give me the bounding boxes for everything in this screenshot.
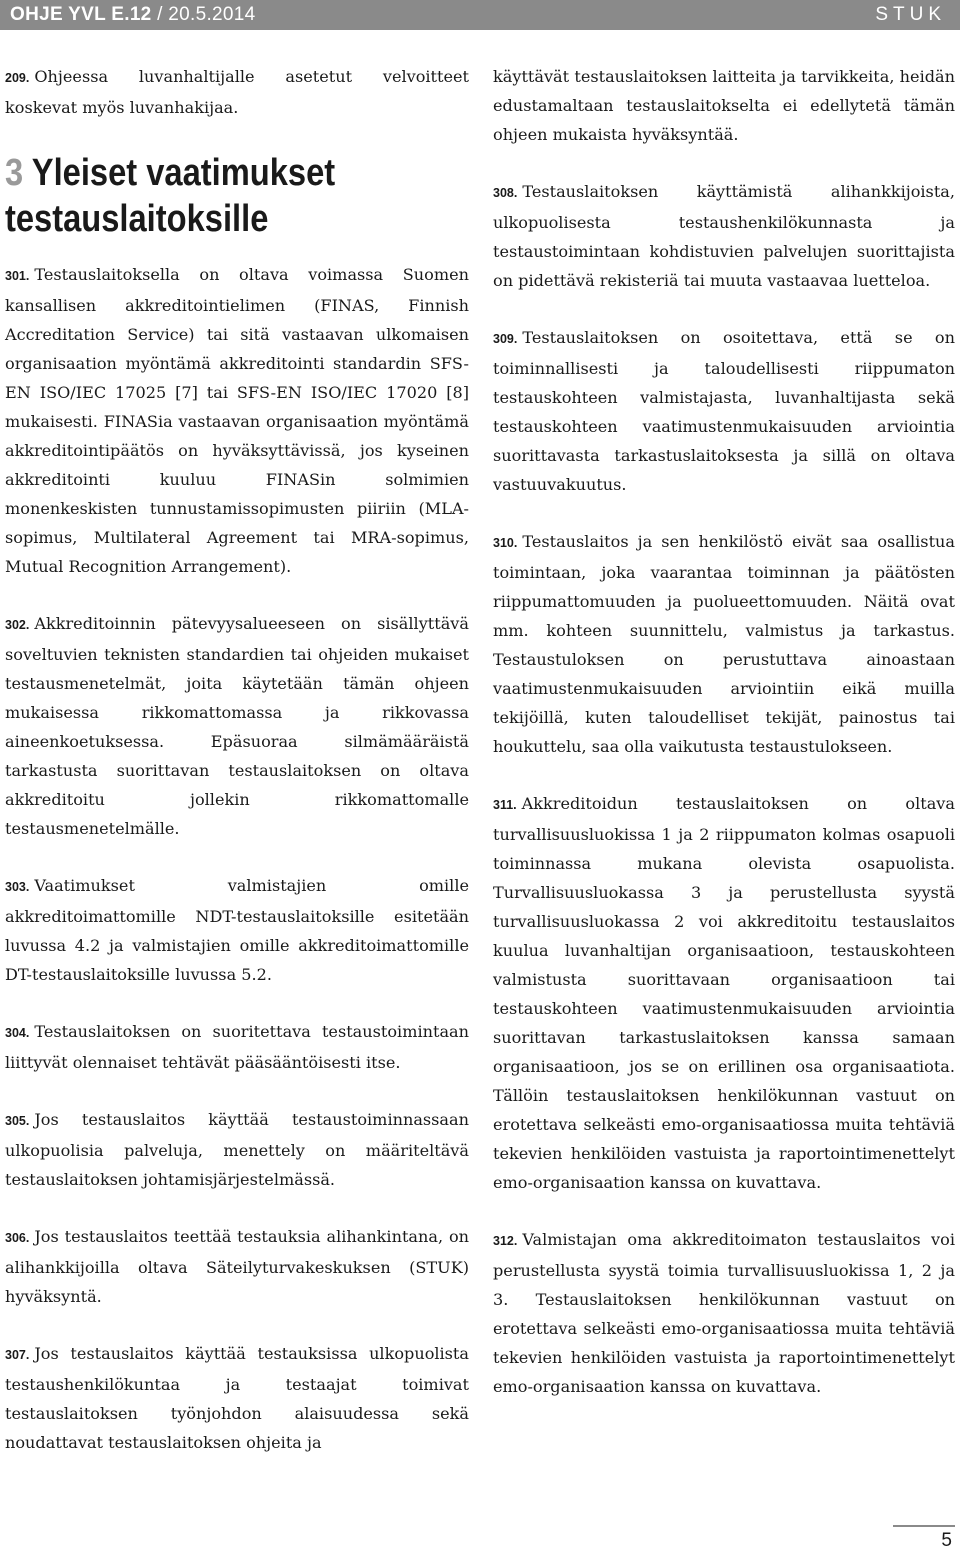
document-code: OHJE YVL E.12 <box>10 4 152 25</box>
paragraph-309 <box>493 323 955 499</box>
paragraph-text: Ohjeessa luvanhaltijalle asetetut velvoitteet koskevat myös luvanhakijaa. <box>5 67 469 117</box>
paragraph-307 <box>5 1339 469 1457</box>
paragraph-303 <box>5 871 469 989</box>
paragraph-text: Akkreditoinnin pätevyysalueeseen on sisällyttävä soveltuvien teknisten standardien tai ohjeiden mukaiset testausmenetelmät, joita käytetään tämän ohjeen mukaisessa rikkomattomassa ja rikkovassa aineenkoetuksessa. Epäsuoraa silmämääräistä tarkastusta suorittavan testauslaitoksen on oltava akkreditoitu jollekin rikkomattomalle testausmenetelmälle. <box>5 614 469 838</box>
paragraph-text: Testauslaitoksen on osoitettava, että se on toiminnallisesti ja taloudellisesti riippumaton testauskohteen valmistajasta, luvanhaltijasta sekä testauskohteen vaatimustenmukaisuuden arviointia suorittavasta tarkastuslaitoksesta ja sillä on oltava vastuuvakuutus. <box>493 328 955 494</box>
paragraph-311 <box>493 789 955 1197</box>
paragraph-302 <box>5 609 469 843</box>
paragraph-text: Testauslaitos ja sen henkilöstö eivät saa osallistua toimintaan, joka vaarantaa toiminnan ja päätösten riippumattomuuden ja puolueettomuuden. Näitä ovat mm. kohteen suunnittelu, valmistus ja tarkastus. Testaustuloksen on perustuttava ainoastaan vaatimustenmukaisuuden arviointiin eikä muilla tekijöillä, kuten taloudelliset tekijät, painostus tai houkuttelu, saa olla vaikutusta testaustulokseen. <box>493 532 955 756</box>
paragraph-209 <box>5 62 469 122</box>
footer-rule <box>893 1525 955 1527</box>
paragraph-301 <box>5 260 469 581</box>
paragraph-number: 312. <box>493 1234 518 1248</box>
right-column <box>493 62 955 1429</box>
paragraph-number: 306. <box>5 1231 30 1245</box>
paragraph-text: Valmistajan oma akkreditoimaton testauslaitos voi perustellusta syystä toimia turvallisuusluokissa 1, 2 ja 3. Testauslaitoksen henkilökunnan vastuut on erotettava selkeästi emo-organisaatiossa muita tehtäviä tekevien henkilöiden vastuista ja raportointimenettelyt emo-organisaation kanssa on kuvattava. <box>493 1230 955 1396</box>
paragraph-text: Akkreditoidun testauslaitoksen on oltava turvallisuusluokissa 1 ja 2 riippumaton kolmas osapuoli toiminnassa mukana olevista osapuolista. Turvallisuusluokassa 3 ja perustellusta syystä turvallisuusluokassa 2 voi akkreditoitu testauslaitos kuulua luvanhaltijan organisaatioon, testauskohteen valmistusta suorittavaan organisaatioon tai testauskohteen vaatimustenmukaisuuden arviointia suorittavan tarkastuslaitoksen kanssa samaan organisaatioon, jos se on erillinen osa organisaatiota. Tällöin testauslaitoksen henkilökunnan vastuut on erotettava selkeästi emo-organisaatiossa muita tehtäviä tekevien henkilöiden vastuista ja raportointimenettelyt emo-organisaation kanssa on kuvattava. <box>493 794 955 1192</box>
page-number: 5 <box>941 1530 952 1551</box>
paragraph-304 <box>5 1017 469 1077</box>
section-title: Yleiset vaatimukset testauslaitoksille <box>5 152 336 240</box>
paragraph-306 <box>5 1222 469 1311</box>
paragraph-number: 310. <box>493 536 518 550</box>
paragraph-number: 305. <box>5 1114 30 1128</box>
left-column <box>5 62 469 1485</box>
paragraph-text: Vaatimukset valmistajien omille akkreditoimattomille NDT-testauslaitoksille esitetään luvussa 4.2 ja valmistajien omille akkreditoimattomille DT-testauslaitoksille luvussa 5.2. <box>5 876 469 984</box>
paragraph-number: 303. <box>5 880 30 894</box>
paragraph-number: 307. <box>5 1348 30 1362</box>
section-number: 3 <box>5 152 24 194</box>
paragraph-number: 209. <box>5 71 30 85</box>
section-heading <box>5 150 469 242</box>
paragraph-text: Jos testauslaitos teettää testauksia alihankintana, on alihankkijoilla oltava Säteilyturvakeskuksen (STUK) hyväksyntä. <box>5 1227 469 1306</box>
paragraph-text: Testauslaitoksen käyttämistä alihankkijoista, ulkopuolisesta testaushenkilökunnasta ja testaustoimintaan kohdistuvien palvelujen suorittajista on pidettävä rekisteriä tai muuta vastaavaa luetteloa. <box>493 182 955 290</box>
paragraph-number: 309. <box>493 332 518 346</box>
paragraph-number: 304. <box>5 1026 30 1040</box>
paragraph-number: 302. <box>5 618 30 632</box>
paragraph-305 <box>5 1105 469 1194</box>
paragraph-308 <box>493 177 955 295</box>
paragraph-text: Jos testauslaitos käyttää testaustoiminnassaan ulkopuolisia palveluja, menettely on määriteltävä testauslaitoksen johtamisjärjestelmässä. <box>5 1110 469 1189</box>
paragraph-number: 311. <box>493 798 517 812</box>
page-header <box>0 0 960 30</box>
paragraph-307-continued <box>493 62 955 149</box>
paragraph-number: 301. <box>5 269 30 283</box>
document-label <box>10 4 256 26</box>
paragraph-text: käyttävät testauslaitoksen laitteita ja tarvikkeita, heidän edustamaltaan testauslaitokselta ei edellytetä tämän ohjeen mukaista hyväksyntää. <box>493 67 955 144</box>
paragraph-312 <box>493 1225 955 1401</box>
paragraph-text: Testauslaitoksen on suoritettava testaustoimintaan liittyvät olennaiset tehtävät pääsääntöisesti itse. <box>5 1022 469 1072</box>
paragraph-310 <box>493 527 955 761</box>
organization-label: STUK <box>875 4 946 25</box>
paragraph-text: Testauslaitoksella on oltava voimassa Suomen kansallisen akkreditointielimen (FINAS, Finnish Accreditation Service) tai sitä vastaavan ulkomaisen organisaation myöntämä akkreditointi standardin SFS-EN ISO/IEC 17025 [7] tai SFS-EN ISO/IEC 17020 [8] mukaisesti. FINASia vastaavan organisaation myöntämä akkreditointipäätös on hyväksyttävissä, jos kyseinen akkreditointi kuuluu FINASin solmimien monenkeskisten tunnustamissopimusten piiriin (MLA-sopimus, Multilateral Agreement tai MRA-sopimus, Mutual Recognition Arrangement). <box>5 265 469 576</box>
document-date: / 20.5.2014 <box>151 4 256 25</box>
paragraph-text: Jos testauslaitos käyttää testauksissa ulkopuolista testaushenkilökuntaa ja testaajat toimivat testauslaitoksen työnjohdon alaisuudessa sekä noudattavat testauslaitoksen ohjeita ja <box>5 1344 469 1452</box>
paragraph-number: 308. <box>493 186 518 200</box>
